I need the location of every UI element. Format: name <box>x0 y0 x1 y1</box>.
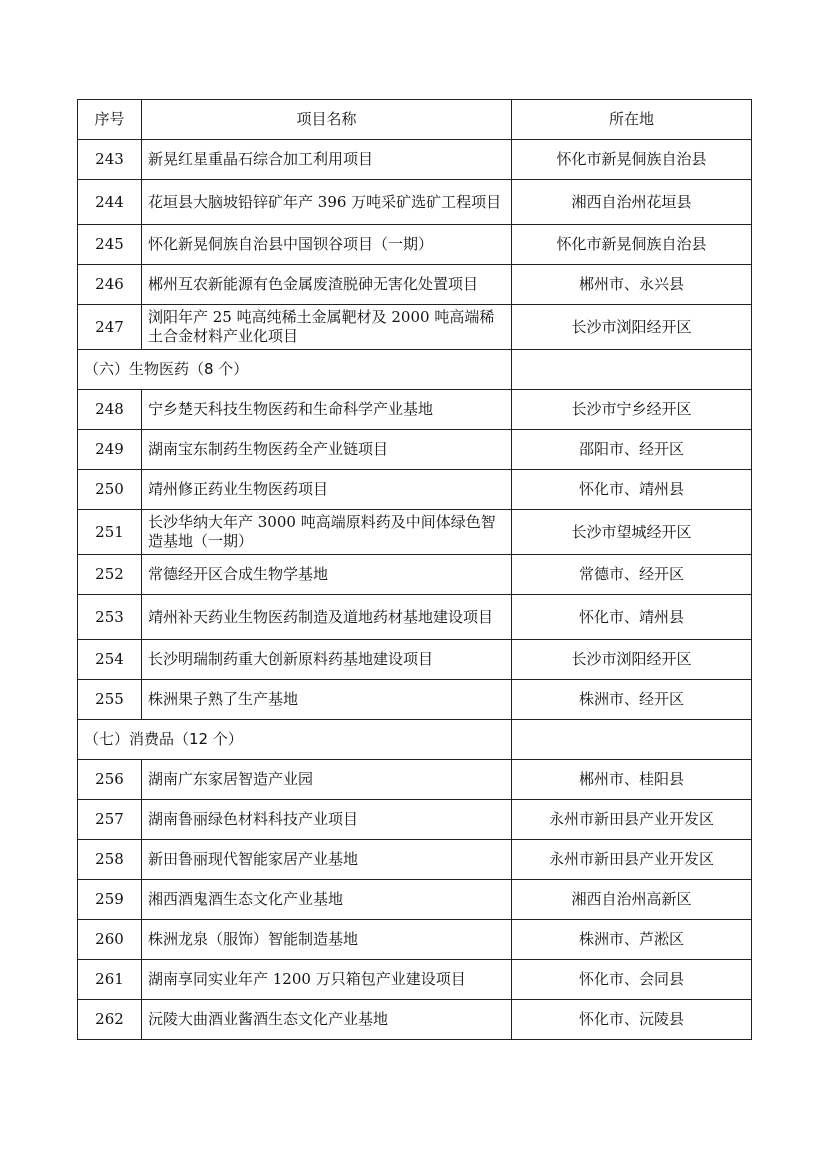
row-name: 湖南广东家居智造产业园 <box>142 760 512 800</box>
table-row <box>78 840 752 880</box>
row-name: 怀化新晃侗族自治县中国钡谷项目（一期） <box>142 225 512 265</box>
row-loc: 永州市新田县产业开发区 <box>512 840 752 880</box>
row-num: 254 <box>78 640 142 680</box>
row-name: 湖南鲁丽绿色材料科技产业项目 <box>142 800 512 840</box>
table-row <box>78 510 752 555</box>
row-num: 244 <box>78 180 142 225</box>
row-num: 258 <box>78 840 142 880</box>
table-row <box>78 680 752 720</box>
table-row <box>78 760 752 800</box>
row-name: 株洲果子熟了生产基地 <box>142 680 512 720</box>
row-name: 株洲龙泉（服饰）智能制造基地 <box>142 920 512 960</box>
row-loc: 怀化市新晃侗族自治县 <box>512 140 752 180</box>
header-loc: 所在地 <box>512 100 752 140</box>
row-num: 248 <box>78 390 142 430</box>
row-name: 常德经开区合成生物学基地 <box>142 555 512 595</box>
section-row <box>78 720 752 760</box>
row-name: 靖州补天药业生物医药制造及道地药材基地建设项目 <box>142 595 512 640</box>
row-loc: 怀化市、会同县 <box>512 960 752 1000</box>
row-num: 257 <box>78 800 142 840</box>
row-num: 256 <box>78 760 142 800</box>
section-empty-cell <box>512 720 752 760</box>
row-name: 长沙华纳大年产 3000 吨高端原料药及中间体绿色智造基地（一期） <box>142 510 512 555</box>
section-empty-cell <box>512 350 752 390</box>
row-name: 湖南享同实业年产 1200 万只箱包产业建设项目 <box>142 960 512 1000</box>
table-row <box>78 140 752 180</box>
row-num: 253 <box>78 595 142 640</box>
table-row <box>78 305 752 350</box>
table-row <box>78 1000 752 1040</box>
row-loc: 怀化市、沅陵县 <box>512 1000 752 1040</box>
row-loc: 常德市、经开区 <box>512 555 752 595</box>
row-loc: 长沙市浏阳经开区 <box>512 640 752 680</box>
row-name: 湘西酒鬼酒生态文化产业基地 <box>142 880 512 920</box>
table-row <box>78 640 752 680</box>
table-row <box>78 430 752 470</box>
table-row <box>78 390 752 430</box>
table-row <box>78 595 752 640</box>
row-num: 252 <box>78 555 142 595</box>
project-table <box>77 99 752 1040</box>
row-loc: 郴州市、永兴县 <box>512 265 752 305</box>
row-name: 湖南宝东制药生物医药全产业链项目 <box>142 430 512 470</box>
row-loc: 郴州市、桂阳县 <box>512 760 752 800</box>
row-num: 243 <box>78 140 142 180</box>
row-num: 260 <box>78 920 142 960</box>
row-name: 靖州修正药业生物医药项目 <box>142 470 512 510</box>
header-name: 项目名称 <box>142 100 512 140</box>
table-row <box>78 920 752 960</box>
table-row <box>78 800 752 840</box>
row-num: 251 <box>78 510 142 555</box>
section-label: （七）消费品（12 个） <box>78 720 512 760</box>
row-num: 245 <box>78 225 142 265</box>
row-num: 262 <box>78 1000 142 1040</box>
row-name: 浏阳年产 25 吨高纯稀土金属靶材及 2000 吨高端稀土合金材料产业化项目 <box>142 305 512 350</box>
row-loc: 株洲市、芦淞区 <box>512 920 752 960</box>
section-row <box>78 350 752 390</box>
table-row <box>78 225 752 265</box>
row-loc: 长沙市望城经开区 <box>512 510 752 555</box>
table-row <box>78 555 752 595</box>
table-row <box>78 960 752 1000</box>
row-loc: 长沙市浏阳经开区 <box>512 305 752 350</box>
row-loc: 株洲市、经开区 <box>512 680 752 720</box>
row-name: 宁乡楚天科技生物医药和生命科学产业基地 <box>142 390 512 430</box>
row-loc: 邵阳市、经开区 <box>512 430 752 470</box>
row-num: 255 <box>78 680 142 720</box>
row-loc: 怀化市、靖州县 <box>512 470 752 510</box>
row-loc: 长沙市宁乡经开区 <box>512 390 752 430</box>
table-row <box>78 880 752 920</box>
row-num: 249 <box>78 430 142 470</box>
table-row <box>78 265 752 305</box>
row-name: 长沙明瑞制药重大创新原料药基地建设项目 <box>142 640 512 680</box>
table-row <box>78 180 752 225</box>
row-num: 246 <box>78 265 142 305</box>
row-num: 247 <box>78 305 142 350</box>
row-name: 沅陵大曲酒业酱酒生态文化产业基地 <box>142 1000 512 1040</box>
row-loc: 湘西自治州高新区 <box>512 880 752 920</box>
row-name: 郴州互农新能源有色金属废渣脱砷无害化处置项目 <box>142 265 512 305</box>
header-num: 序号 <box>78 100 142 140</box>
row-name: 花垣县大脑坡铅锌矿年产 396 万吨采矿选矿工程项目 <box>142 180 512 225</box>
row-name: 新田鲁丽现代智能家居产业基地 <box>142 840 512 880</box>
row-loc: 湘西自治州花垣县 <box>512 180 752 225</box>
row-loc: 怀化市新晃侗族自治县 <box>512 225 752 265</box>
row-loc: 永州市新田县产业开发区 <box>512 800 752 840</box>
row-name: 新晃红星重晶石综合加工利用项目 <box>142 140 512 180</box>
row-num: 250 <box>78 470 142 510</box>
row-num: 259 <box>78 880 142 920</box>
table-header-row <box>78 100 752 140</box>
table-row <box>78 470 752 510</box>
row-loc: 怀化市、靖州县 <box>512 595 752 640</box>
row-num: 261 <box>78 960 142 1000</box>
section-label: （六）生物医药（8 个） <box>78 350 512 390</box>
